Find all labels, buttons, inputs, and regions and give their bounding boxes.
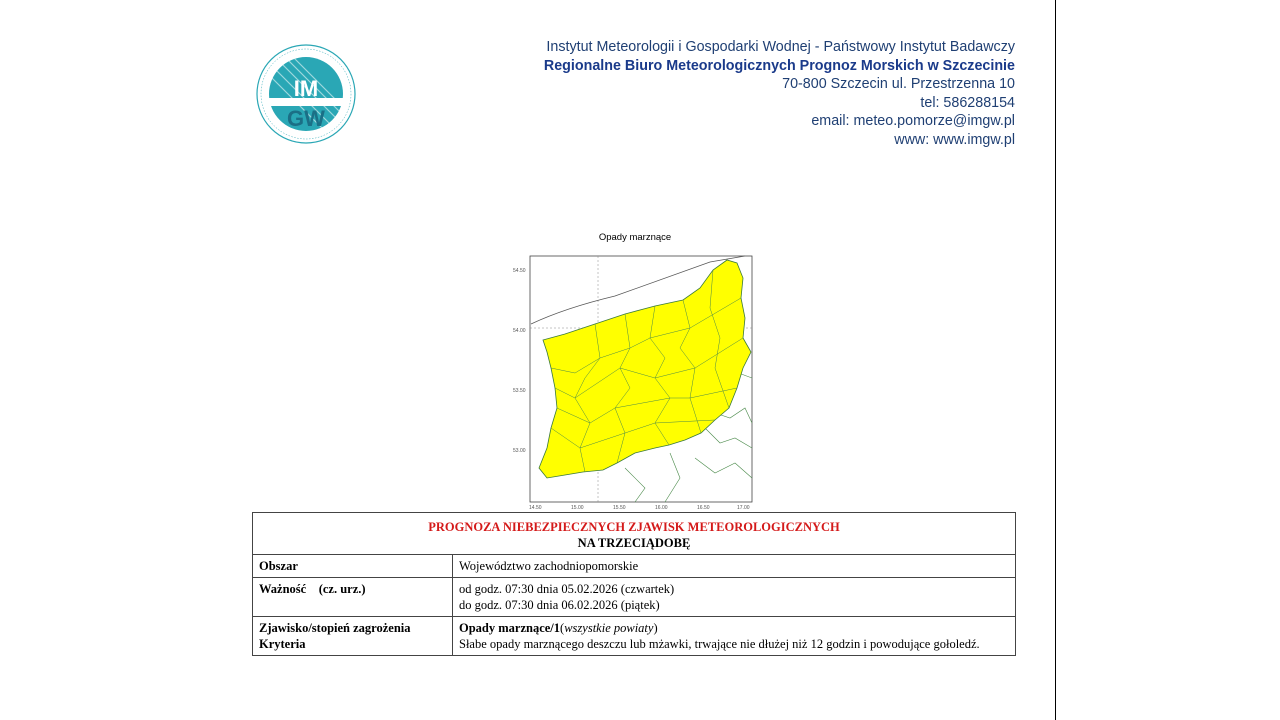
- criteria-label: Kryteria: [259, 637, 306, 651]
- warning-map: [505, 248, 765, 510]
- lon-tick: 16.50: [697, 505, 710, 510]
- validity-row: [253, 578, 1016, 617]
- phenomenon-label: Zjawisko/stopień zagrożenia: [259, 621, 411, 635]
- institute-name: Instytut Meteorologii i Gospodarki Wodnej - Państwowy Instytut Badawczy: [546, 39, 1015, 55]
- bureau-name: Regionalne Biuro Meteorologicznych Prognoz Morskich w Szczecinie: [543, 57, 1015, 74]
- lat-tick: 53.00: [513, 448, 526, 454]
- institute-header: [544, 38, 1015, 150]
- lat-tick: 53.50: [513, 388, 526, 394]
- phenomenon-line: Opady marznące/1(wszystkie powiaty): [459, 621, 658, 635]
- validity-label: Ważność (cz. urz.): [253, 578, 453, 617]
- validity-from: od godz. 07:30 dnia 05.02.2026 (czwartek): [459, 582, 675, 596]
- phenomenon-scope: wszystkie powiaty: [564, 621, 654, 635]
- validity-to: do godz. 07:30 dnia 06.02.2026 (piątek): [459, 598, 660, 612]
- address: 70-800 Szczecin ul. Przestrzenna 10: [782, 76, 1015, 93]
- lat-tick: 54.00: [513, 328, 526, 334]
- phenomenon-row: [253, 617, 1016, 656]
- imgw-logo: [252, 44, 360, 144]
- email: email: meteo.pomorze@imgw.pl: [811, 113, 1015, 130]
- lon-tick: 16.00: [655, 505, 668, 510]
- area-value: Województwo zachodniopomorskie: [453, 555, 1016, 578]
- title-row: [253, 513, 1016, 555]
- lon-tick: 15.50: [613, 505, 626, 510]
- lat-tick: 54.50: [513, 268, 526, 274]
- lon-tick: 17.00: [737, 505, 750, 510]
- website: www: www.imgw.pl: [894, 131, 1015, 148]
- lat-ticks: [513, 268, 526, 454]
- warning-subtitle: NA TRZECIĄDOBĘ: [577, 536, 691, 550]
- area-label: Obszar: [253, 555, 453, 578]
- criteria-text: Słabe opady marznącego deszczu lub mżawki, trwające nie dłużej niż 12 godzin i powodujące gołoledź.: [459, 637, 980, 651]
- page-edge: [1055, 0, 1056, 720]
- warning-table: [252, 512, 1016, 656]
- svg-text:IM: IM: [293, 76, 319, 101]
- svg-text:GW: GW: [287, 106, 325, 131]
- warning-title: PROGNOZA NIEBEZPIECZNYCH ZJAWISK METEOROLOGICZNYCH: [428, 520, 840, 534]
- phone: tel: 586288154: [920, 94, 1015, 111]
- area-row: [253, 555, 1016, 578]
- map-title: Opady marznące: [598, 232, 672, 243]
- lon-ticks: [529, 505, 750, 510]
- lon-tick: 15.00: [571, 505, 584, 510]
- lon-tick: 14.50: [529, 505, 542, 510]
- phenomenon-name: Opady marznące/1: [459, 621, 561, 635]
